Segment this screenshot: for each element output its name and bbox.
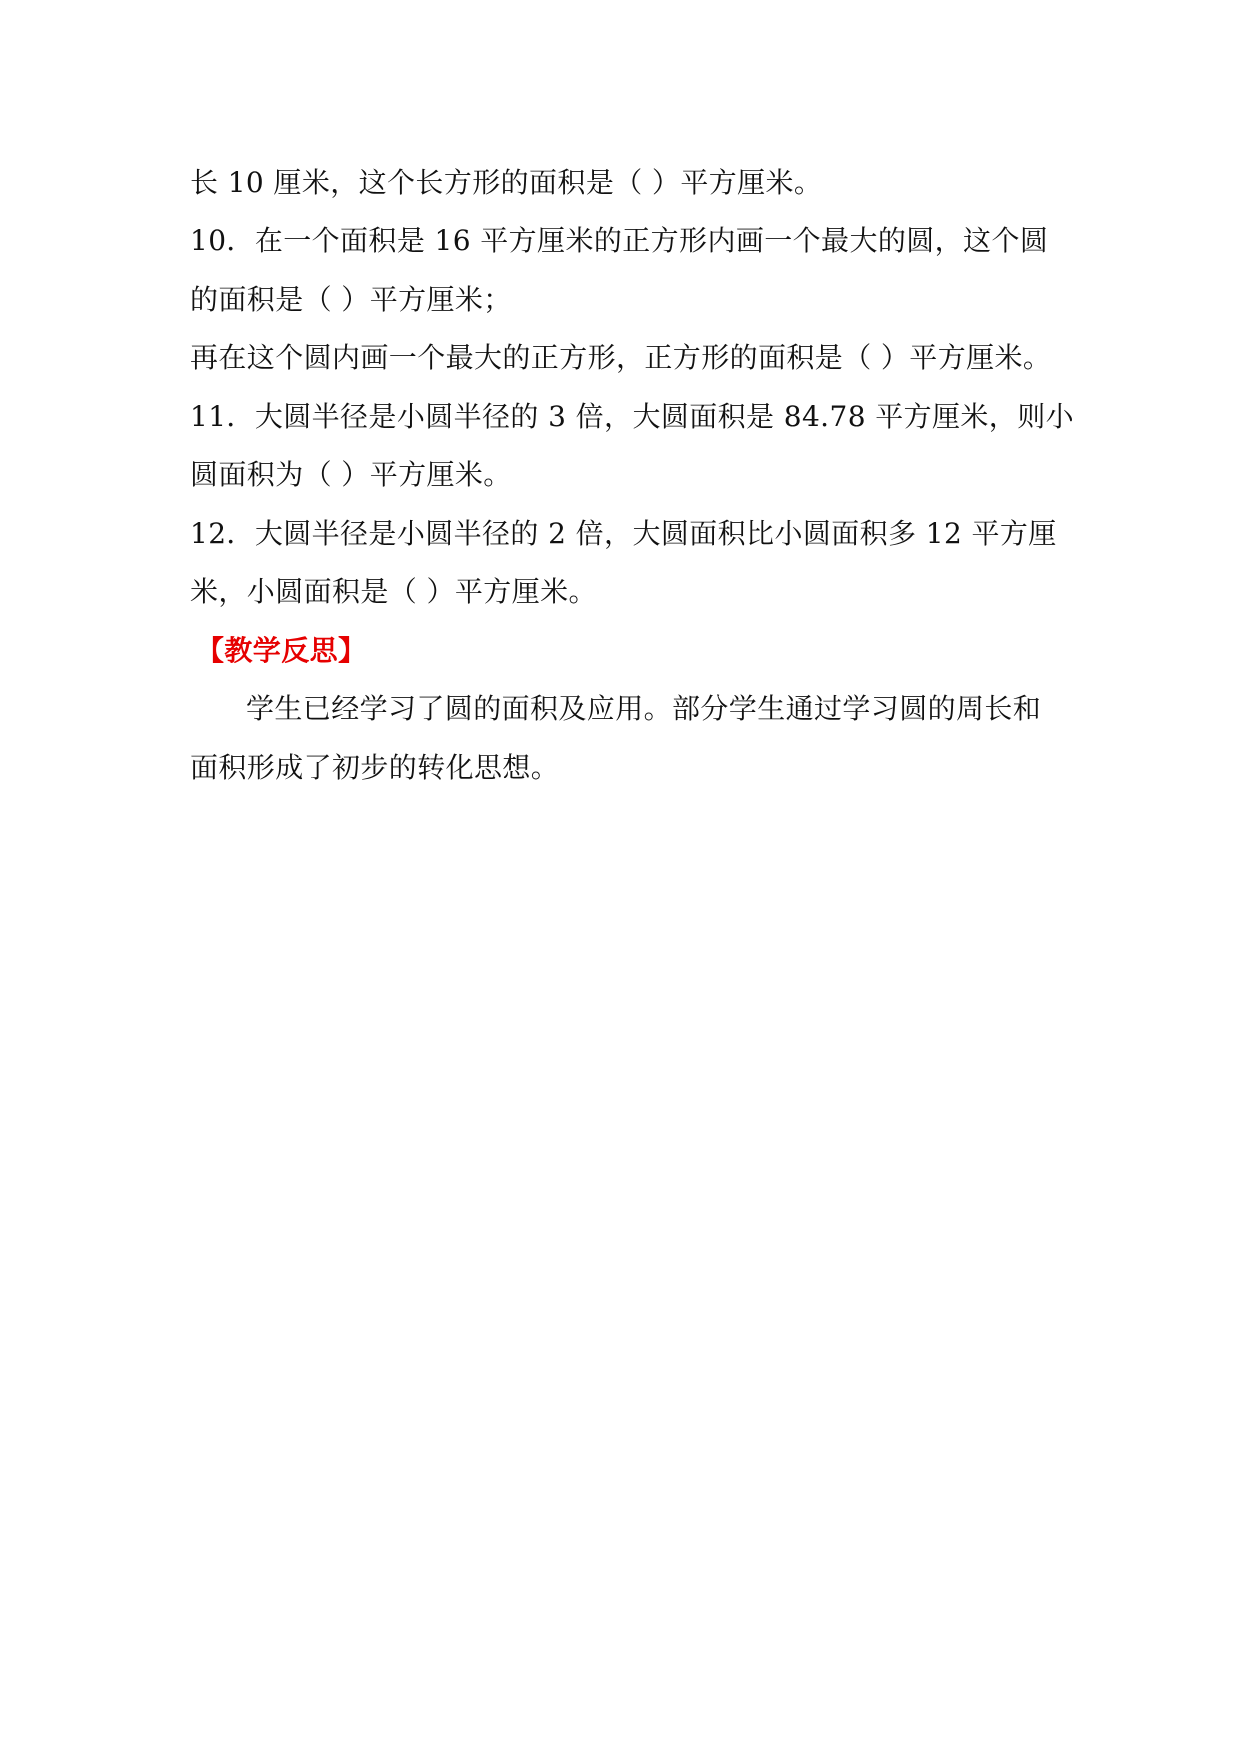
question-10-line-3: 再在这个圆内画一个最大的正方形，正方形的面积是（ ）平方厘米。 — [190, 341, 1052, 374]
question-12-line-2: 米，小圆面积是（ ）平方厘米。 — [190, 575, 597, 608]
reflection-paragraph-line-1: 学生已经学习了圆的面积及应用。部分学生通过学习圆的周长和 — [246, 692, 1042, 725]
reflection-heading: 【教学反思】 — [196, 634, 367, 667]
question-10-line-1: 10．在一个面积是 16 平方厘米的正方形内画一个最大的圆，这个圆 — [190, 224, 1049, 257]
reflection-paragraph-line-2: 面积形成了初步的转化思想。 — [190, 751, 560, 784]
text-line: 长 10 厘米，这个长方形的面积是（ ）平方厘米。 — [190, 166, 823, 199]
question-10-line-2: 的面积是（ ）平方厘米； — [190, 283, 512, 316]
question-12-line-1: 12．大圆半径是小圆半径的 2 倍，大圆面积比小圆面积多 12 平方厘 — [190, 517, 1057, 550]
question-11-line-2: 圆面积为（ ）平方厘米。 — [190, 458, 512, 491]
question-11-line-1: 11．大圆半径是小圆半径的 3 倍，大圆面积是 84.78 平方厘米，则小 — [190, 400, 1075, 433]
